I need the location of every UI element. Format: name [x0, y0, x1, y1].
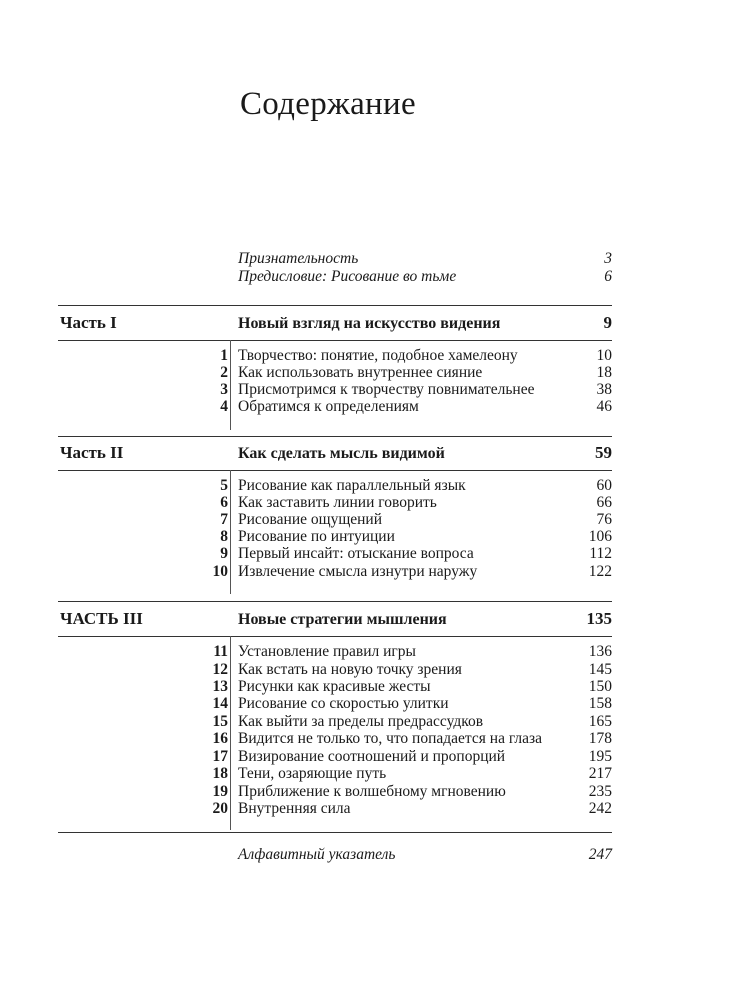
chapter-number: 2	[220, 364, 228, 381]
chapter-page: 18	[596, 364, 612, 381]
part-vertical-rule	[230, 470, 231, 594]
part-underline	[58, 340, 612, 341]
toc-chapter-row	[212, 783, 612, 801]
chapter-title: Творчество: понятие, подобное хамелеону	[238, 347, 518, 364]
chapter-number: 15	[212, 713, 228, 730]
chapter-title: Обратимся к определениям	[238, 398, 419, 415]
toc-back-item	[238, 846, 612, 864]
chapter-page: 122	[588, 563, 612, 580]
chapter-title: Как встать на новую точку зрения	[238, 661, 462, 678]
chapter-page: 158	[588, 695, 612, 712]
chapter-title: Приближение к волшебному мгновению	[238, 783, 506, 800]
chapter-number: 13	[212, 678, 228, 695]
chapter-title: Рисование со скоростью улитки	[238, 695, 449, 712]
chapter-title: Как заставить линии говорить	[238, 494, 437, 511]
toc-chapter-row	[212, 713, 612, 731]
chapter-page: 60	[596, 477, 612, 494]
toc-chapter-row	[220, 477, 612, 495]
part-page: 59	[595, 443, 612, 462]
chapter-title: Первый инсайт: отыскание вопроса	[238, 545, 474, 562]
chapter-title: Извлечение смысла изнутри наружу	[238, 563, 478, 580]
toc-chapter-row	[212, 563, 612, 581]
chapter-title: Визирование соотношений и пропорций	[238, 748, 506, 765]
chapter-title: Установление правил игры	[238, 643, 416, 660]
chapter-page: 112	[589, 545, 612, 562]
chapter-title: Внутренняя сила	[238, 800, 351, 817]
toc-chapter-row	[212, 695, 612, 713]
chapter-number: 1	[220, 347, 228, 364]
chapter-page: 66	[596, 494, 612, 511]
part-vertical-rule	[230, 636, 231, 830]
chapter-page: 242	[588, 800, 612, 817]
chapter-title: Рисование как параллельный язык	[238, 477, 466, 494]
toc-chapter-row	[220, 347, 612, 365]
chapter-number: 18	[212, 765, 228, 782]
toc-chapter-row	[212, 678, 612, 696]
chapter-title: Как использовать внутреннее сияние	[238, 364, 483, 381]
chapter-page: 195	[588, 748, 612, 765]
chapter-number: 5	[220, 477, 228, 494]
chapter-page: 76	[596, 511, 612, 528]
chapter-title: Рисование ощущений	[238, 511, 383, 528]
chapter-number: 19	[212, 783, 228, 800]
chapter-title: Как выйти за пределы предрассудков	[238, 713, 484, 730]
chapter-title: Рисование по интуиции	[238, 528, 395, 545]
part-name: Часть II	[60, 443, 124, 462]
chapter-number: 11	[213, 643, 228, 660]
toc-chapter-row	[220, 511, 612, 529]
toc-chapter-row	[220, 364, 612, 382]
chapter-page: 165	[588, 713, 612, 730]
toc-chapter-row	[220, 545, 612, 563]
toc-front-item	[238, 268, 612, 286]
toc-front-item	[238, 250, 612, 268]
chapter-number: 8	[220, 528, 228, 545]
chapter-title: Присмотримся к творчеству повнимательнее	[238, 381, 535, 398]
chapter-page: 235	[588, 783, 612, 800]
part-divider	[58, 436, 612, 437]
part-name: ЧАСТЬ III	[60, 609, 143, 628]
toc-chapter-row	[213, 643, 612, 661]
chapter-title: Видится не только то, что попадается на глаза	[238, 730, 543, 747]
chapter-number: 14	[212, 695, 228, 712]
chapter-page: 38	[596, 381, 612, 398]
part-title: Новый взгляд на искусство видения	[238, 315, 501, 332]
chapter-number: 6	[220, 494, 228, 511]
part-page: 9	[603, 313, 612, 332]
toc-chapter-row	[212, 661, 612, 679]
toc-chapter-row	[212, 765, 612, 783]
toc-entry-page: 3	[604, 250, 612, 267]
part-title: Новые стратегии мышления	[238, 611, 447, 628]
chapter-page: 10	[596, 347, 612, 364]
part-divider	[58, 832, 612, 833]
chapter-page: 217	[588, 765, 612, 782]
chapter-page: 46	[596, 398, 612, 415]
part-name: Часть I	[60, 313, 117, 332]
part-divider	[58, 601, 612, 602]
part-vertical-rule	[230, 340, 231, 430]
chapter-page: 178	[588, 730, 612, 747]
page-title: Содержание	[240, 86, 416, 122]
toc-entry-label: Алфавитный указатель	[238, 846, 396, 863]
part-divider	[58, 305, 612, 306]
chapter-title: Тени, озаряющие путь	[238, 765, 387, 782]
toc-chapter-row	[212, 800, 612, 818]
part-title: Как сделать мысль видимой	[238, 445, 445, 462]
part-underline	[58, 636, 612, 637]
part-page: 135	[586, 609, 612, 628]
part-underline	[58, 470, 612, 471]
chapter-page: 150	[588, 678, 612, 695]
chapter-number: 12	[212, 661, 228, 678]
toc-chapter-row	[212, 748, 612, 766]
toc-entry-label: Признательность	[238, 250, 359, 267]
chapter-page: 106	[588, 528, 612, 545]
chapter-page: 136	[588, 643, 612, 660]
toc-chapter-row	[220, 494, 612, 512]
chapter-title: Рисунки как красивые жесты	[238, 678, 431, 695]
toc-entry-page: 247	[588, 846, 612, 863]
chapter-number: 20	[212, 800, 228, 817]
toc-chapter-row	[220, 381, 612, 399]
chapter-number: 16	[212, 730, 228, 747]
chapter-number: 7	[220, 511, 228, 528]
chapter-number: 10	[212, 563, 228, 580]
toc-entry-label: Предисловие: Рисование во тьме	[238, 268, 457, 285]
chapter-page: 145	[588, 661, 612, 678]
chapter-number: 4	[220, 398, 228, 415]
chapter-number: 17	[212, 748, 228, 765]
toc-chapter-row	[220, 528, 612, 546]
chapter-number: 3	[220, 381, 228, 398]
toc-chapter-row	[220, 398, 612, 416]
chapter-number: 9	[220, 545, 228, 562]
toc-chapter-row	[212, 730, 612, 748]
toc-entry-page: 6	[604, 268, 612, 285]
